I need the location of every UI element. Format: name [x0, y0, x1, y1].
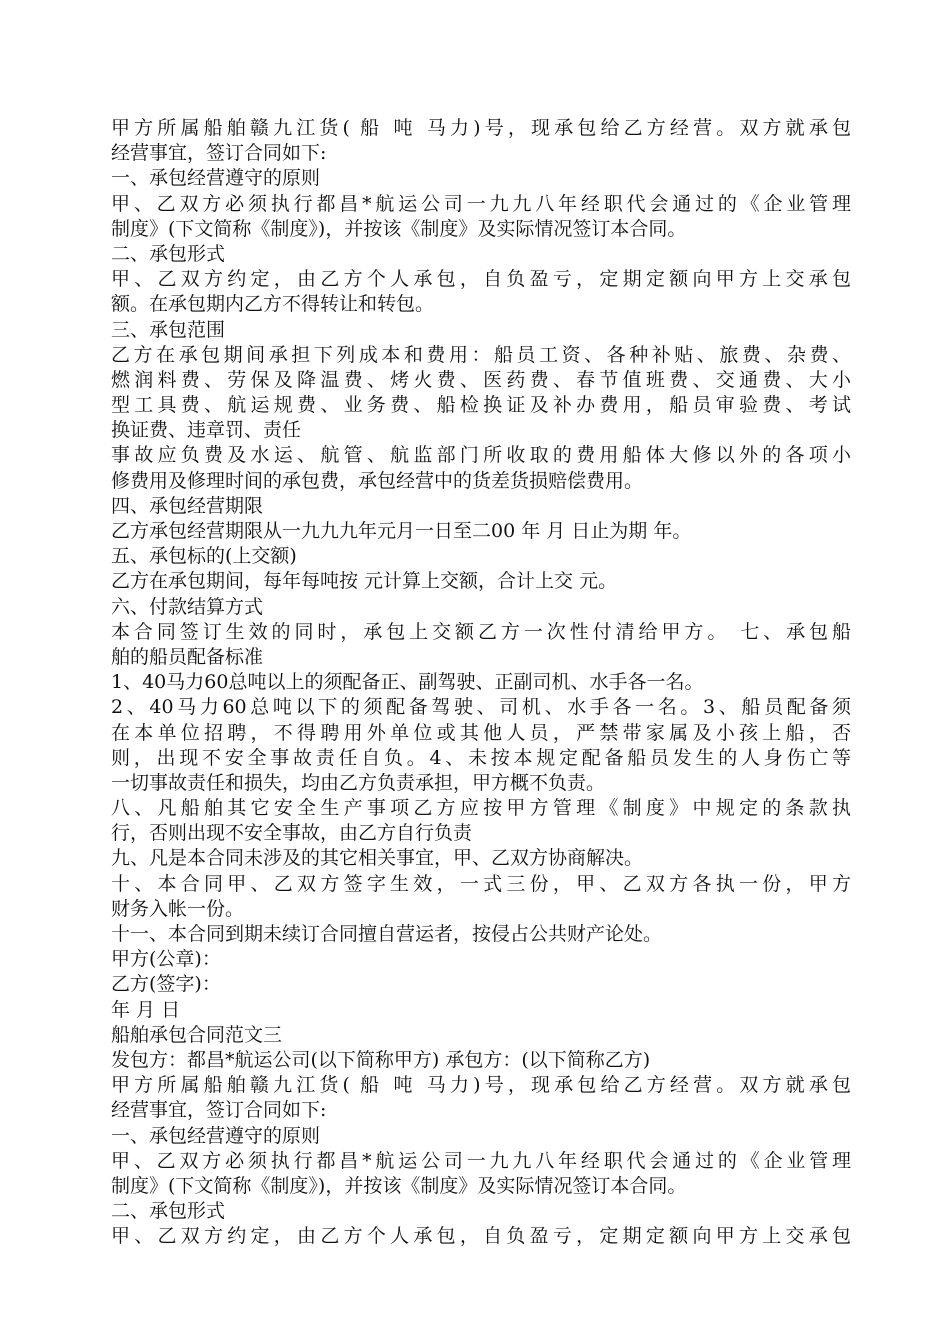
text-line: 燃润料费、劳保及降温费、烤火费、医药费、春节值班费、交通费、大小 [111, 368, 851, 391]
text-line: 乙方(签字)： [111, 973, 221, 996]
text-line: 经营事宜，签订合同如下: [111, 142, 327, 165]
text-line: 甲、乙双方必须执行都昌*航运公司一九九八年经职代会通过的《企业管理 [111, 1149, 851, 1172]
text-line: 发包方：都昌*航运公司(以下简称甲方) 承包方：(以下简称乙方) [111, 1048, 651, 1071]
text-line: 甲、乙双方约定，由乙方个人承包，自负盈亏，定期定额向甲方上交承包 [111, 268, 851, 291]
text-line: 三、承包范围 [111, 318, 226, 341]
text-line: 甲、乙双方约定，由乙方个人承包，自负盈亏，定期定额向甲方上交承包 [111, 1225, 851, 1248]
text-line: 六、付款结算方式 [111, 595, 264, 618]
text-line: 二、承包形式 [111, 242, 226, 265]
text-line: 甲方(公章)： [111, 948, 221, 971]
text-line: 2、40马力60总吨以下的须配备驾驶、司机、水手各一名。3、船员配备须 [111, 696, 851, 719]
text-line: 乙方承包经营期限从一九九九年元月一日至二00 年 月 日止为期 年。 [111, 520, 692, 542]
document-body [111, 116, 851, 1249]
text-line: 乙方在承包期间承担下列成本和费用：船员工资、各种补贴、旅费、杂费、 [111, 343, 851, 366]
text-line: 额。在承包期内乙方不得转让和转包。 [111, 293, 435, 316]
text-line: 在本单位招聘，不得聘用外单位或其他人员，严禁带家属及小孩上船，否 [111, 721, 851, 744]
text-line: 年 月 日 [111, 998, 181, 1021]
text-line: 乙方在承包期间，每年每吨按 元计算上交额，合计上交 元。 [111, 570, 618, 593]
text-line: 财务入帐一份。 [111, 897, 245, 920]
text-line: 甲方所属船舶赣九江货( 船 吨 马力)号，现承包给乙方经营。双方就承包 [111, 1074, 851, 1097]
text-line: 八、凡船舶其它安全生产事项乙方应按甲方管理《制度》中规定的条款执 [111, 797, 851, 820]
text-line: 行，否则出现不安全事故，由乙方自行负责 [111, 822, 473, 845]
text-line: 则，出现不安全事故责任自负。4、未按本规定配备船员发生的人身伤亡等 [111, 746, 851, 769]
text-line: 1、40马力60总吨以上的须配备正、副驾驶、正副司机、水手各一名。 [111, 671, 704, 694]
text-line: 修费用及修理时间的承包费，承包经营中的货差货损赔偿费用。 [111, 469, 644, 492]
text-line: 舶的船员配备标准 [111, 645, 264, 668]
text-line: 型工具费、航运规费、业务费、船检换证及补办费用，船员审验费、考试 [111, 394, 851, 417]
text-line: 制度》(下文简称《制度》)，并按该《制度》及实际情况签订本合同。 [111, 217, 687, 240]
text-line: 船舶承包合同范文三 [111, 1023, 283, 1046]
text-line: 四、承包经营期限 [111, 494, 264, 517]
text-line: 十一、本合同到期未续订合同擅自营运者，按侵占公共财产论处。 [111, 923, 663, 945]
text-line: 甲方所属船舶赣九江货( 船 吨 马力)号，现承包给乙方经营。双方就承包 [111, 117, 851, 139]
text-line: 事故应负费及水运、航管、航监部门所收取的费用船体大修以外的各项小 [111, 444, 851, 467]
text-line: 一切事故责任和损失，均由乙方负责承担，甲方概不负责。 [111, 771, 606, 794]
text-line: 一、承包经营遵守的原则 [111, 1124, 321, 1147]
text-line: 五、承包标的(上交额) [111, 545, 297, 568]
text-line: 换证费、违章罚、责任 [111, 419, 302, 442]
text-line: 制度》(下文简称《制度》)，并按该《制度》及实际情况签订本合同。 [111, 1174, 687, 1197]
text-line: 甲、乙双方必须执行都昌*航运公司一九九八年经职代会通过的《企业管理 [111, 192, 851, 215]
text-line: 经营事宜，签订合同如下: [111, 1099, 327, 1122]
text-line: 二、承包形式 [111, 1200, 226, 1223]
text-line: 一、承包经营遵守的原则 [111, 167, 321, 190]
text-line: 本合同签订生效的同时，承包上交额乙方一次性付清给甲方。 七、承包船 [111, 620, 851, 643]
text-line: 九、凡是本合同未涉及的其它相关事宜，甲、乙双方协商解决。 [111, 847, 644, 870]
text-line: 十、本合同甲、乙双方签字生效，一式三份，甲、乙双方各执一份，甲方 [111, 872, 851, 895]
